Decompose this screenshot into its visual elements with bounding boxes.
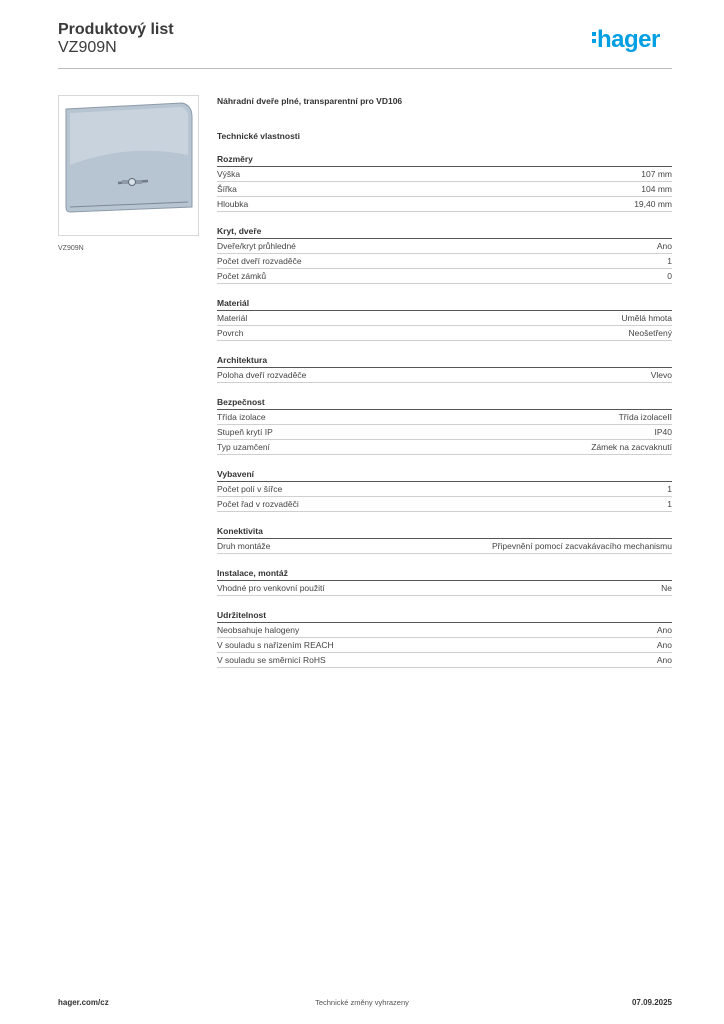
spec-group bbox=[217, 468, 672, 512]
spec-value: Vlevo bbox=[650, 370, 672, 380]
spec-value: Ano bbox=[656, 640, 672, 650]
spec-row bbox=[217, 182, 672, 197]
spec-value: Neošetřený bbox=[628, 328, 672, 338]
spec-row bbox=[217, 482, 672, 497]
spec-value: Zámek na zacvaknutí bbox=[591, 442, 672, 452]
spec-row bbox=[217, 653, 672, 668]
spec-row bbox=[217, 239, 672, 254]
spec-row bbox=[217, 311, 672, 326]
product-code: VZ909N bbox=[58, 39, 117, 56]
spec-group-title: Materiál bbox=[217, 297, 672, 311]
spec-label: Šířka bbox=[217, 184, 237, 194]
spec-label: Dveře/kryt průhledné bbox=[217, 241, 296, 251]
spec-group bbox=[217, 567, 672, 596]
spec-value: 107 mm bbox=[641, 169, 672, 179]
spec-group-title: Architektura bbox=[217, 354, 672, 368]
spec-group bbox=[217, 297, 672, 341]
spec-group bbox=[217, 225, 672, 284]
spec-label: Povrch bbox=[217, 328, 244, 338]
spec-label: Hloubka bbox=[217, 199, 249, 209]
footer-website[interactable]: hager.com/cz bbox=[58, 998, 109, 1007]
hager-logo[interactable] bbox=[592, 28, 660, 58]
spec-value: 1 bbox=[667, 499, 672, 509]
spec-content bbox=[217, 95, 672, 668]
spec-value: Ano bbox=[656, 241, 672, 251]
spec-label: Počet zámků bbox=[217, 271, 267, 281]
spec-value: 0 bbox=[667, 271, 672, 281]
spec-group bbox=[217, 609, 672, 668]
spec-row bbox=[217, 197, 672, 212]
spec-label: Třída izolace bbox=[217, 412, 266, 422]
spec-row bbox=[217, 638, 672, 653]
spec-group-title: Vybavení bbox=[217, 468, 672, 482]
spec-group-title: Udržitelnost bbox=[217, 609, 672, 623]
spec-row bbox=[217, 497, 672, 512]
spec-groups bbox=[217, 153, 672, 668]
product-image bbox=[58, 95, 199, 236]
spec-row bbox=[217, 410, 672, 425]
spec-value: Připevnění pomocí zacvakávacího mechanismu bbox=[491, 541, 672, 551]
spec-row bbox=[217, 167, 672, 182]
spec-group bbox=[217, 153, 672, 212]
spec-group-title: Bezpečnost bbox=[217, 396, 672, 410]
spec-label: Druh montáže bbox=[217, 541, 271, 551]
spec-label: Počet řad v rozvaděči bbox=[217, 499, 299, 509]
spec-label: Typ uzamčení bbox=[217, 442, 270, 452]
spec-value: Umělá hmota bbox=[621, 313, 672, 323]
spec-value: 104 mm bbox=[641, 184, 672, 194]
logo-text: hager bbox=[597, 26, 660, 53]
spec-value: Ne bbox=[661, 583, 672, 593]
spec-group-title: Instalace, montáž bbox=[217, 567, 672, 581]
spec-row bbox=[217, 425, 672, 440]
spec-value: Ano bbox=[656, 655, 672, 665]
image-caption: VZ909N bbox=[58, 245, 84, 252]
spec-value: 1 bbox=[667, 256, 672, 266]
spec-row bbox=[217, 581, 672, 596]
spec-label: V souladu s nařízením REACH bbox=[217, 640, 334, 650]
spec-value: 1 bbox=[667, 484, 672, 494]
spec-row bbox=[217, 368, 672, 383]
spec-label: Materiál bbox=[217, 313, 248, 323]
spec-label: Vhodné pro venkovní použití bbox=[217, 583, 325, 593]
spec-group-title: Kryt, dveře bbox=[217, 225, 672, 239]
spec-row bbox=[217, 623, 672, 638]
spec-label: V souladu se směrnicí RoHS bbox=[217, 655, 326, 665]
spec-label: Poloha dveří rozvaděče bbox=[217, 370, 307, 380]
spec-label: Počet polí v šířce bbox=[217, 484, 283, 494]
spec-row bbox=[217, 326, 672, 341]
spec-label: Počet dveří rozvaděče bbox=[217, 256, 302, 266]
spec-value: 19,40 mm bbox=[634, 199, 672, 209]
spec-row bbox=[217, 539, 672, 554]
spec-label: Výška bbox=[217, 169, 241, 179]
spec-value: Třída izolaceII bbox=[618, 412, 672, 422]
spec-group bbox=[217, 396, 672, 455]
product-name: Náhradní dveře plné, transparentní pro VD106 bbox=[217, 96, 403, 106]
footer-date: 07.09.2025 bbox=[631, 998, 672, 1007]
footer-notice: Technické změny vyhrazeny bbox=[315, 998, 409, 1007]
spec-row bbox=[217, 269, 672, 284]
logo-dots-icon bbox=[592, 32, 596, 43]
spec-label: Stupeň krytí IP bbox=[217, 427, 273, 437]
page-title: Produktový list bbox=[58, 21, 174, 38]
spec-row bbox=[217, 440, 672, 455]
spec-value: Ano bbox=[656, 625, 672, 635]
spec-row bbox=[217, 254, 672, 269]
spec-value: IP40 bbox=[654, 427, 672, 437]
header-divider bbox=[58, 68, 672, 69]
spec-group bbox=[217, 525, 672, 554]
spec-label: Neobsahuje halogeny bbox=[217, 625, 300, 635]
section-title: Technické vlastnosti bbox=[217, 131, 300, 141]
spec-group bbox=[217, 354, 672, 383]
spec-group-title: Konektivita bbox=[217, 525, 672, 539]
spec-group-title: Rozměry bbox=[217, 153, 672, 167]
